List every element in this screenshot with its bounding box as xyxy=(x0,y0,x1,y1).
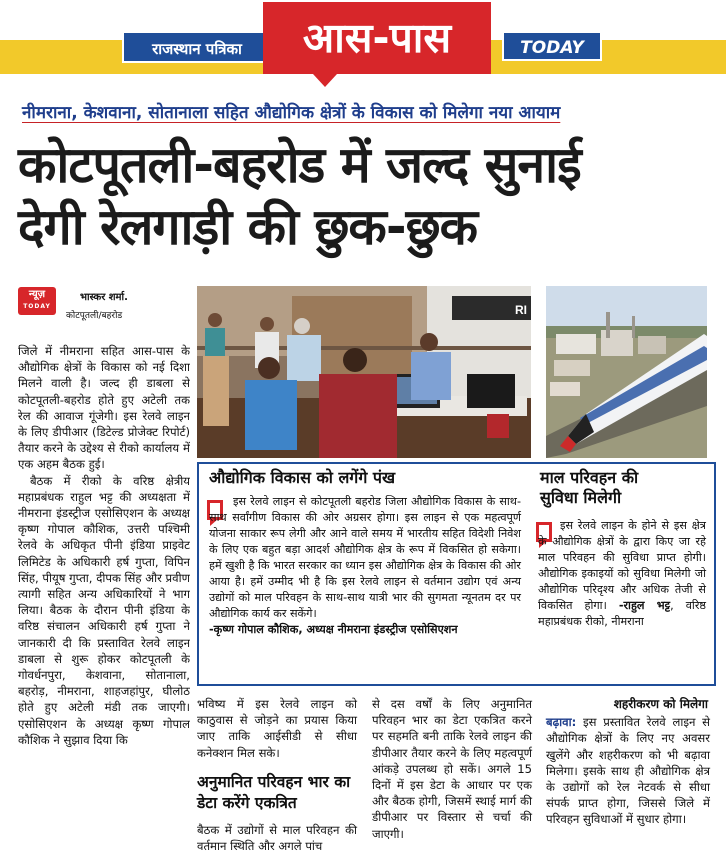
box1-quote-text: इस रेलवे लाइन से कोटपूतली बहरोड जिला औद्योगिक विकास के साथ-साथ सर्वांगीण विकास की ओर अग्रसर होगा। इस लाइन से एक महत्वपूर्ण योजना साकार रूप लेगी और आने वाले समय में भारतीय सहित विदेशी निवेश के लिए एक बहुत बड़ा आदर्श औद्योगिक क्षेत्र के रूप में विकसित हो सकेगा। हमें खुशी है कि भारत सरकार का ध्यान इस औद्योगिक क्षेत्र के विकास की ओर आया है। हमें उम्मीद भी है कि इस रेलवे लाइन से वर्तमान उद्योग एवं अन्य उद्योगों को माल परिवहन के साथ-साथ यात्री भार की सुगमता न्यूनतम दर पर औद्योगिक कार्य कर सकेंगे। xyxy=(209,495,521,620)
article-column-2-bottom: बैठक में उद्योगों से माल परिवहन की वर्तमान स्थिति और अगले पांच xyxy=(197,823,357,854)
article-paragraph-1: जिले में नीमराना सहित आस-पास के औद्योगिक क्षेत्रों के विकास को नई दिशा मिलने वाली है। जल्द ही डाबला से कोटपूतली-बहरोड होते हुए अटेली तक रेल की आवाज गूंजेगी। इस रेलवे लाइन के लिए डीपीआर (डिटेल्ड प्रोजेक्ट रिपोर्ट) तैयार करने के उद्देश्य से रीको कार्यालय में एक अहम बैठक हुई। xyxy=(18,344,190,472)
headline xyxy=(18,134,718,258)
box1-signature: -कृष्ण गोपाल कौशिक, अध्यक्ष नीमराना इंडस्ट्रीज एसोसिएशन xyxy=(209,623,458,636)
quote-box-freight xyxy=(522,462,716,686)
box1-text xyxy=(209,494,521,638)
byline-place: कोटपूतली/बहरोड xyxy=(66,311,123,321)
train-illustration xyxy=(546,286,707,458)
urbanization-heading: शहरीकरण को मिलेगा xyxy=(613,697,708,711)
article-column-1 xyxy=(18,343,190,861)
byline xyxy=(18,285,193,335)
quote-box-industrial-growth xyxy=(197,462,531,686)
box2-signature-rest: , वरिष्ठ महाप्रबंधक रीको, नीमराना xyxy=(538,599,706,628)
wall-sign-text: RI xyxy=(515,303,527,317)
headline-line-1: कोटपूतली-बहरोड में जल्द सुनाई xyxy=(18,136,581,194)
box2-quote-text: इस रेलवे लाइन के होने से इस क्षेत्र के औद्योगिक क्षेत्रों के द्वारा किए जा रहे माल परिवहन की सुविधा प्राप्त होगी। औद्योगिक इकाइयों को सुविधा मिलेगी जो औद्योगिक परिदृश्य और अधिक तेजी से विकसित होगा। xyxy=(538,519,706,612)
article-column-4 xyxy=(546,696,710,867)
headline-line-2: देगी रेलगाड़ी की छुक-छुक xyxy=(18,198,478,256)
box2-title xyxy=(540,468,638,508)
section-banner-pointer xyxy=(313,74,337,87)
box2-text xyxy=(538,518,706,630)
train-photo xyxy=(546,286,707,458)
box1-title: औद्योगिक विकास को लगेंगे पंख xyxy=(209,468,396,487)
logo-top-text: न्यूज़ xyxy=(28,289,46,300)
urbanization-text: इस प्रस्तावित रेलवे लाइन से औद्योगिक क्षेत्रों के लिए नए अवसर खुलेंगे और शहरीकरण को भी बढ़ावा मिलेगा। इसके साथ ही औद्योगिक क्षेत्र के उद्योगों को रेल नेटवर्क से सीधा संपर्क प्राप्त होगा, जिससे जिले में परिवहन सुविधाओं में सुधार होगा। xyxy=(546,715,710,827)
paper-name-tag: राजस्थान पत्रिका xyxy=(122,31,272,63)
box2-title-line-1: माल परिवहन की xyxy=(540,468,639,487)
article-paragraph-2: बैठक में रीको के वरिष्ठ क्षेत्रीय महाप्रबंधक राहुल भट्ट की अध्यक्षता में नीमराना इंडस्ट्रीज एसोसिएशन के अध्यक्ष कृष्ण गोपाल कौशिक, उत्तरी पश्चिमी रेलवे के अधिकृत पीनी इंडिया प्राइवेट लिमिटेड के अधिकारी हर्ष गुप्ता, विपिन सिंह, पीयूष गुप्ता, दीपक सिंह और प्रवीण त्यागी सहित अन्य अधिकारियों ने भाग लिया। बैठक के दौरान पीनी इंडिया के वरिष्ठ संचालन अधिकारी हर्ष गुप्ता ने जानकारी दी कि प्रस्तावित रेलवे लाइन डाबला से शुरू होकर कोटपूतली के गोवर्धनपुरा, केशवाना, सोतानाला, बहरोड़, नीमराना, शाहजहांपुर, घीलोठ होते हुए अटेली मंडी तक जाएगी। एसोसिएशन के अध्यक्ष कृष्ण गोपाल कौशिक ने सुझाव दिया कि xyxy=(18,473,190,747)
today-tag: TODAY xyxy=(502,31,602,61)
kicker-line: नीमराना, केशवाना, सोतानाला सहित औद्योगिक क्षेत्रों के विकास को मिलेगा नया आयाम xyxy=(22,103,561,123)
section-name-banner: आस-पास xyxy=(263,2,491,74)
masthead xyxy=(0,0,726,92)
urbanization-lead: बढ़ावा: xyxy=(546,715,577,730)
news-today-logo xyxy=(18,287,56,315)
box2-signature: -राहुल भट्ट xyxy=(618,599,671,612)
box2-title-line-2: सुविधा मिलेगी xyxy=(540,488,622,507)
meeting-illustration xyxy=(197,286,531,458)
article-column-3: से दस वर्षों के लिए अनुमानित परिवहन भार का डेटा एकत्रित करने पर सहमति बनी ताकि रेलवे लाइन की डीपीआर तैयार करने के लिए महत्वपूर्ण आंकड़े उपलब्ध हो सकें। अगले 15 दिनों में इस डेटा के आधार पर एक और बैठक होगी, जिसमें स्थाई मार्ग की डीपीआर पर विस्तार से चर्चा की जाएगी। xyxy=(372,697,532,841)
article-column-2-top: भविष्य में इस रेलवे लाइन को काठुवास से जोड़ने का प्रयास किया जाए ताकि आईसीडी से सीधा कनेक्शन मिल सके। xyxy=(197,697,357,760)
subhead-transport-data: अनुमानित परिवहन भार का डेटा करेंगे एकत्रित xyxy=(197,773,351,812)
meeting-photo xyxy=(197,286,531,458)
logo-bottom-text: TODAY xyxy=(23,303,51,310)
byline-author: भास्कर शर्मा. xyxy=(80,292,128,303)
